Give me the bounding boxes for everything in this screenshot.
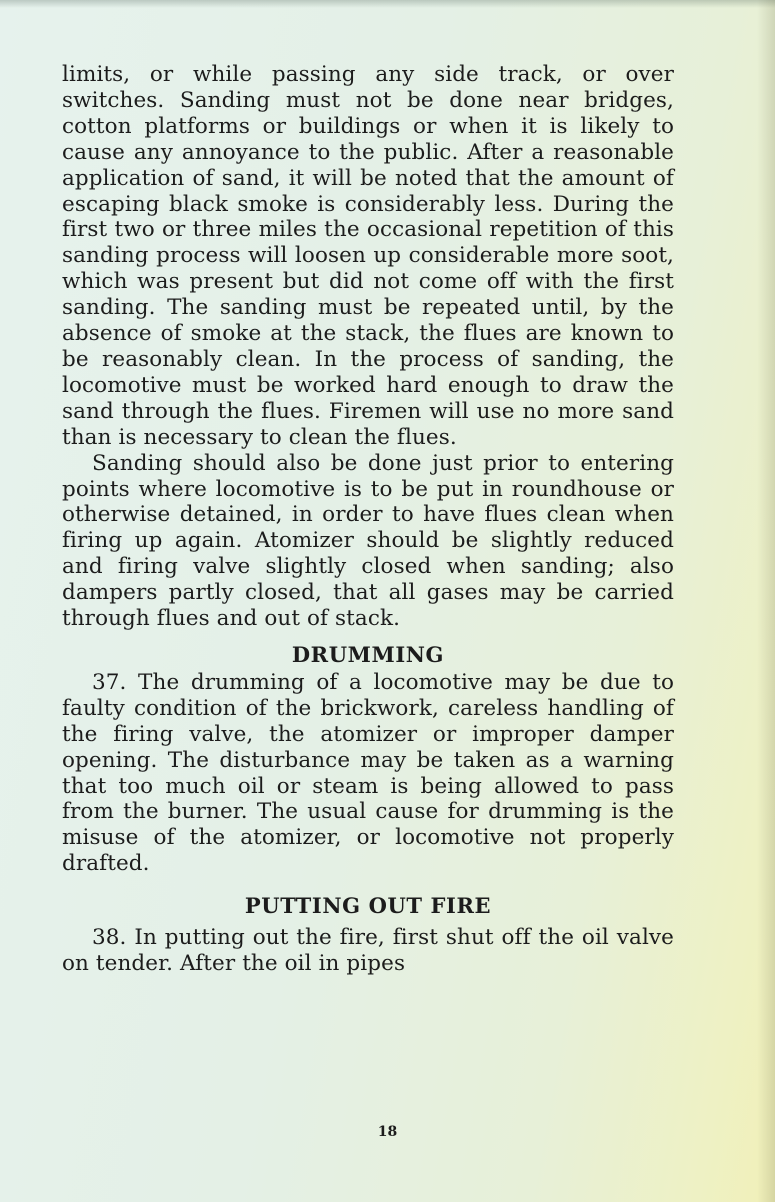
paragraph-38-putting-out-fire: 38. In putting out the fire, first shut off the oil valve on tender. After the oil in pipes	[62, 925, 674, 977]
paragraph-sanding-prior: Sanding should also be done just prior to entering points where locomotive is to be put in roundhouse or otherwise detained, in order to have flues clean when firing up again. Atomizer should be slightly reduced and firing valve slightly closed when sanding; also dampers partly closed, that all gases may be carried through flues and out of stack.	[62, 450, 674, 632]
paragraph-37-drumming: 37. The drumming of a locomotive may be due to faulty condition of the brickwork, careless handling of the firing valve, the atomizer or improper damper opening. The disturbance may be taken as a warning that too much oil or steam is being allowed to pass from the burner. The usual cause for drumming is the misuse of the atomizer, or locomotive not properly drafted.	[62, 669, 674, 877]
heading-drumming: DRUMMING	[291, 641, 445, 667]
heading-putting-out-fire: PUTTING OUT FIRE	[244, 893, 492, 919]
text-column	[62, 62, 674, 977]
page-edge-shadow	[757, 0, 775, 1202]
paragraph-sanding-continued: limits, or while passing any side track, or over switches. Sanding must not be done near bridges, cotton platforms or buildings or when it is likely to cause any annoyance to the public. After a reasonable application of sand, it will be noted that the amount of escaping black smoke is considerably less. During the first two or three miles the occasional repetition of this sanding process will loosen up considerable more soot, which was present but did not come off with the first sanding. The sanding must be repeated until, by the absence of smoke at the stack, the flues are known to be reasonably clean. In the process of sanding, the locomotive must be worked hard enough to draw the sand through the flues. Firemen will use no more sand than is necessary to clean the flues.	[62, 62, 674, 450]
page-top-shadow	[0, 0, 775, 8]
page-number: 18	[377, 1124, 398, 1140]
